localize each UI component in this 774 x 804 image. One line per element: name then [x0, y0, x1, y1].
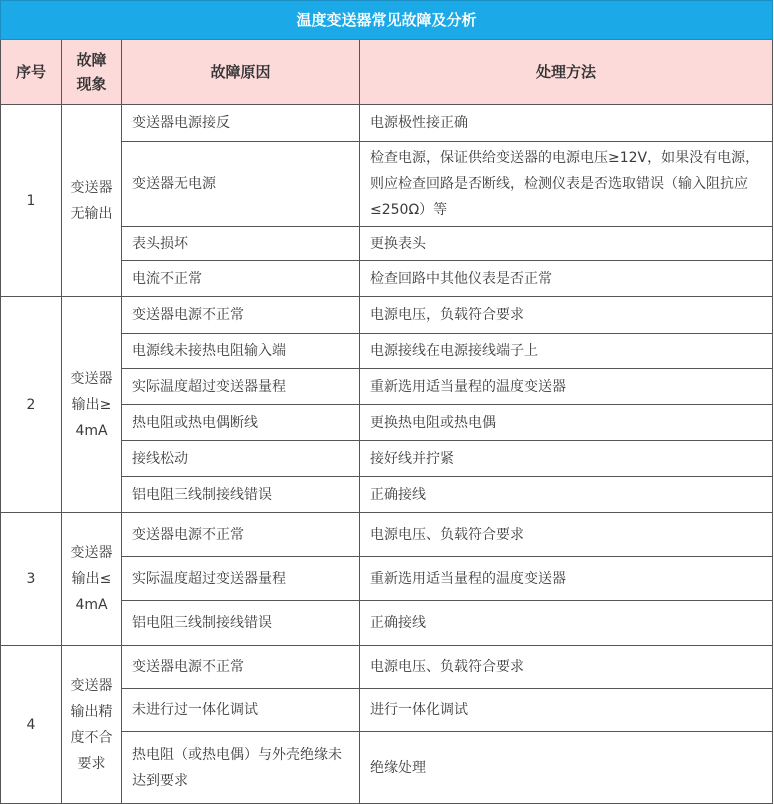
fault-number: 1 [1, 105, 62, 297]
fault-fix: 检查回路中其他仪表是否正常 [360, 261, 773, 297]
fault-cause: 变送器无电源 [122, 142, 360, 227]
fault-fix: 电源极性接正确 [360, 105, 773, 142]
fault-fix: 正确接线 [360, 601, 773, 646]
fault-fix: 更换热电阻或热电偶 [360, 405, 773, 441]
fault-cause: 变送器电源不正常 [122, 297, 360, 334]
header-cause: 故障原因 [122, 40, 360, 105]
fault-fix: 电源接线在电源接线端子上 [360, 334, 773, 369]
fault-fix: 绝缘处理 [360, 732, 773, 804]
fault-fix: 电源电压，负载符合要求 [360, 297, 773, 334]
fault-number: 3 [1, 513, 62, 646]
fault-cause: 铝电阻三线制接线错误 [122, 477, 360, 513]
fault-cause: 铝电阻三线制接线错误 [122, 601, 360, 646]
fault-symptom: 变送器输出精度不合要求 [62, 646, 122, 804]
fault-fix: 电源电压、负载符合要求 [360, 513, 773, 557]
fault-fix: 更换表头 [360, 227, 773, 261]
fault-fix: 进行一体化调试 [360, 689, 773, 732]
fault-cause: 电源线未接热电阻输入端 [122, 334, 360, 369]
table-row [1, 513, 773, 557]
fault-symptom: 变送器输出≤4mA [62, 513, 122, 646]
fault-fix: 电源电压、负载符合要求 [360, 646, 773, 689]
fault-cause: 实际温度超过变送器量程 [122, 369, 360, 405]
fault-cause: 未进行过一体化调试 [122, 689, 360, 732]
header-no: 序号 [1, 40, 62, 105]
table-row [1, 646, 773, 689]
fault-fix: 重新选用适当量程的温度变送器 [360, 557, 773, 601]
fault-fix: 检查电源，保证供给变送器的电源电压≥12V，如果没有电源，则应检查回路是否断线，检测仪表是否选取错误（输入阻抗应≤250Ω）等 [360, 142, 773, 227]
fault-number: 2 [1, 297, 62, 513]
table-row [1, 105, 773, 142]
fault-cause: 热电阻或热电偶断线 [122, 405, 360, 441]
fault-cause: 接线松动 [122, 441, 360, 477]
fault-cause: 变送器电源不正常 [122, 646, 360, 689]
fault-number: 4 [1, 646, 62, 804]
fault-cause: 变送器电源接反 [122, 105, 360, 142]
fault-cause: 表头损坏 [122, 227, 360, 261]
fault-cause: 电流不正常 [122, 261, 360, 297]
fault-symptom: 变送器无输出 [62, 105, 122, 297]
fault-fix: 正确接线 [360, 477, 773, 513]
table-title: 温度变送器常见故障及分析 [1, 1, 773, 40]
fault-cause: 变送器电源不正常 [122, 513, 360, 557]
table-row [1, 297, 773, 334]
header-symptom: 故障现象 [62, 40, 122, 105]
header-fix: 处理方法 [360, 40, 773, 105]
fault-fix: 重新选用适当量程的温度变送器 [360, 369, 773, 405]
fault-fix: 接好线并拧紧 [360, 441, 773, 477]
fault-cause: 热电阻（或热电偶）与外壳绝缘未达到要求 [122, 732, 360, 804]
fault-cause: 实际温度超过变送器量程 [122, 557, 360, 601]
fault-symptom: 变送器输出≥4mA [62, 297, 122, 513]
